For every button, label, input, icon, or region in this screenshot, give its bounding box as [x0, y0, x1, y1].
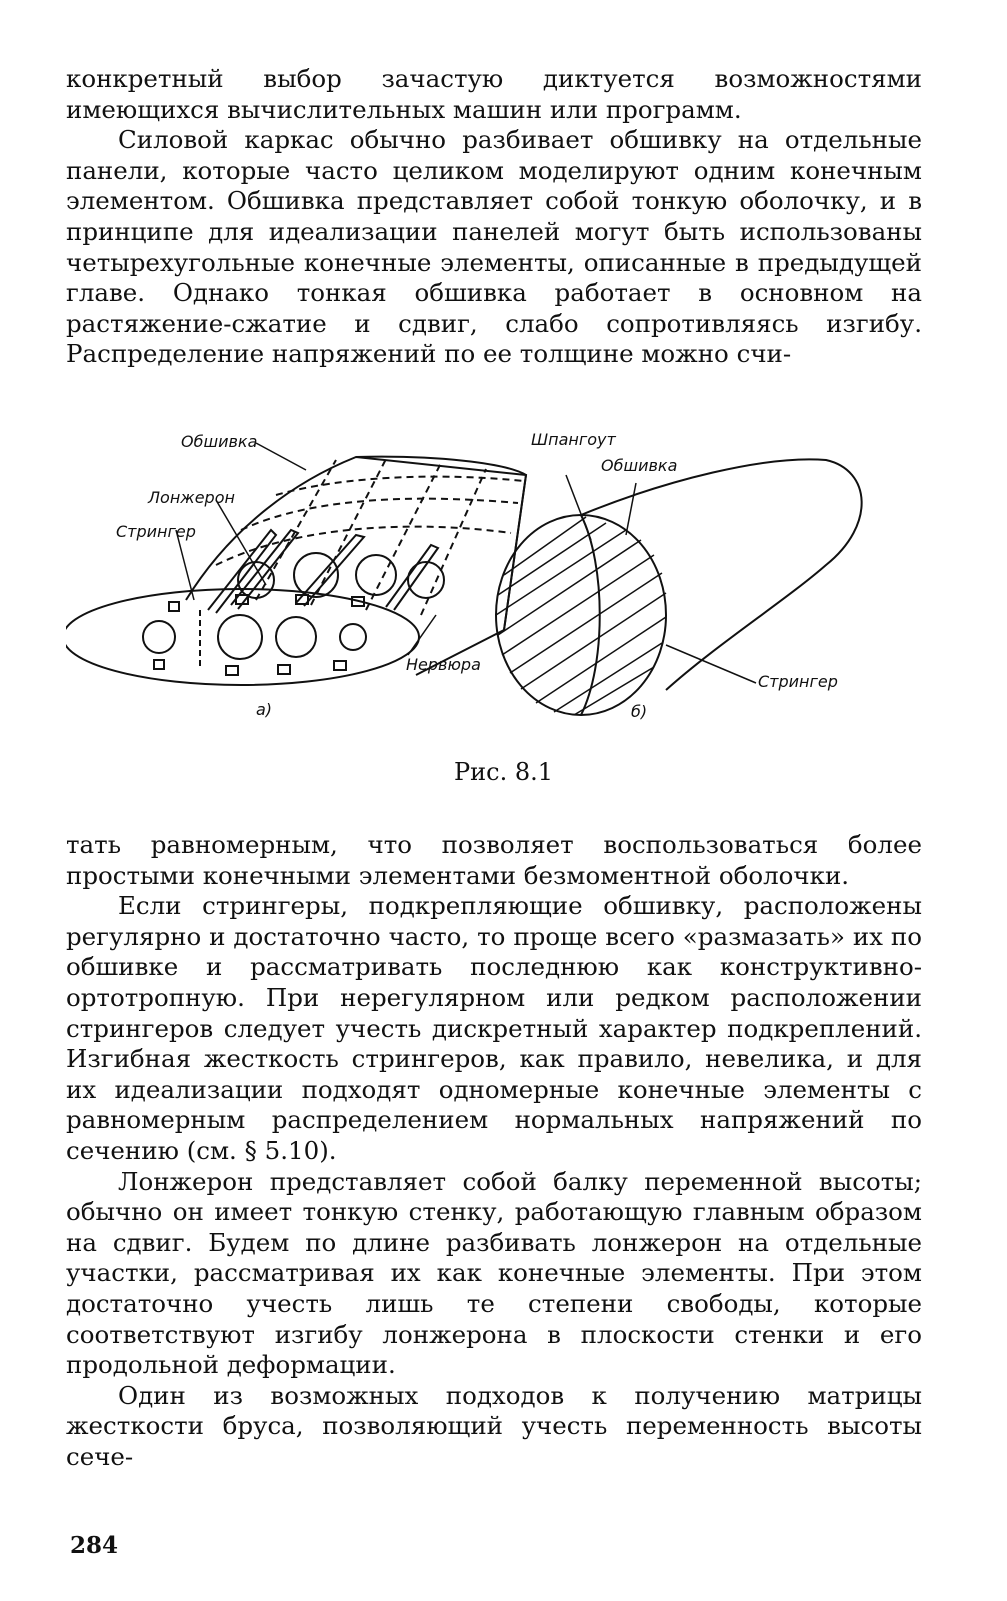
paragraph-continuation-bottom: тать равномерным, что позволяет воспользоваться более простыми конечными элементами безмоментной оболочки. [66, 830, 922, 890]
label-skin-a: Обшивка [181, 432, 258, 451]
label-rib: Нервюра [406, 655, 481, 674]
rib-lightening-holes [143, 553, 444, 659]
fuselage-section [496, 515, 666, 715]
wing-box-outline [186, 457, 526, 675]
figure-caption: Рис. 8.1 [453, 758, 553, 786]
spars [208, 530, 438, 613]
paragraph-continuation-top: конкретный выбор зачастую диктуется возможностями имеющихся вычислительных машин или программ. [66, 64, 922, 124]
text-block-bottom [66, 830, 922, 1472]
label-spar: Лонжерон [148, 488, 235, 507]
label-stringer-b: Стрингер [758, 672, 838, 691]
figure-drawing [66, 415, 922, 745]
figure-8-1 [66, 415, 922, 745]
paragraph-stringers: Если стрингеры, подкрепляющие обшивку, расположены регулярно и достаточно часто, то проще всего «размазать» их по обшивке и рассматривать последнюю как конструктивно-ортотропную. При нерегулярном или редком расположении стрингеров следует учесть дискретный характер подкреплений. Изгибная жесткость стрингеров, как правило, невелика, и для их идеализации подходят одномерные конечные элементы с равномерным распределением нормальных напряжений по сечению (см. § 5.10). [66, 891, 922, 1165]
paragraph-spar: Лонжерон представляет собой балку переменной высоты; обычно он имеет тонкую стенку, работающую главным образом на сдвиг. Будем по длине разбивать лонжерон на отдельные участки, рассматривая их как конечные элементы. При этом достаточно учесть лишь те степени свободы, которые соответствуют изгибу лонжерона в плоскости стенки и его продольной деформации. [66, 1166, 922, 1380]
label-frame: Шпангоут [531, 430, 616, 449]
paragraph-frame-skin: Силовой каркас обычно разбивает обшивку на отдельные панели, которые часто целиком моделируют одним конечным элементом. Обшивка представляет собой тонкую оболочку, и в принципе для идеализации панелей могут быть использованы четырехугольные конечные элементы, описанные в предыдущей главе. Однако тонкая обшивка работает в основном на растяжение-сжатие и сдвиг, слабо сопротивляясь изгибу. Распределение напряжений по ее толщине можно счи- [66, 125, 922, 369]
text-block-top [66, 64, 922, 370]
label-panel-a: а) [256, 700, 273, 719]
page-number: 284 [70, 1532, 119, 1559]
skin-grid [216, 459, 524, 615]
label-panel-b: б) [631, 702, 648, 721]
stringer-clips [154, 595, 364, 675]
label-stringer-a: Стрингер [116, 522, 196, 541]
label-skin-b: Обшивка [601, 456, 678, 475]
paragraph-stiffness-matrix: Один из возможных подходов к получению матрицы жесткости бруса, позволяющий учесть переменность высоты сече- [66, 1380, 922, 1471]
